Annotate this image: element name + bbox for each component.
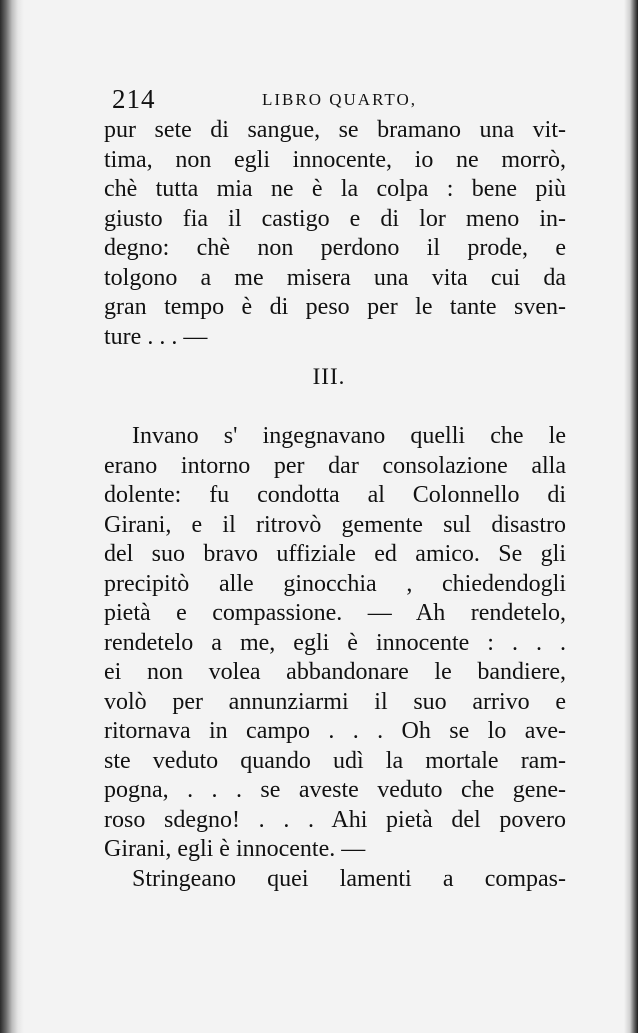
text-line: pogna, . . . se aveste veduto che gene-	[104, 777, 566, 803]
page-edge-shadow	[624, 0, 638, 1033]
paragraph-main	[104, 422, 566, 894]
text-line: Stringeano quei lamenti a compas-	[132, 865, 566, 892]
text-line: precipitò alle ginocchia , chiedendogli	[104, 570, 566, 597]
text-line: ritornava in campo . . . Oh se lo ave-	[104, 718, 566, 744]
text-line: giusto fia il castigo e di lor meno in-	[104, 205, 566, 232]
page-header	[112, 84, 572, 118]
text-line: tolgono a me misera una vita cui da	[104, 264, 566, 291]
text-line: volò per annunziarmi il suo arrivo e	[104, 688, 566, 715]
text-line: Invano s' ingegnavano quelli che le	[132, 423, 566, 449]
text-line: ste veduto quando udì la mortale ram-	[104, 747, 566, 774]
page-number: 214	[112, 84, 156, 114]
text-line: roso sdegno! . . . Ahi pietà del povero	[104, 806, 566, 833]
text-line: degno: chè non perdono il prode, e	[104, 235, 566, 261]
text-line: rendetelo a me, egli è innocente : . . .	[104, 629, 566, 656]
text-line: del suo bravo uffiziale ed amico. Se gli	[104, 541, 566, 567]
text-line: Girani, e il ritrovò gemente sul disastro	[104, 511, 566, 538]
text-line: chè tutta mia ne è la colpa : bene più	[104, 176, 566, 202]
text-line: pietà e compassione. — Ah rendetelo,	[104, 600, 566, 626]
text-line: tima, non egli innocente, io ne morrò,	[104, 146, 566, 173]
text-line: ture . . . —	[104, 323, 208, 350]
text-line: ei non volea abbandonare le bandiere,	[104, 659, 566, 685]
text-line: erano intorno per dar consolazione alla	[104, 452, 566, 479]
text-line: dolente: fu condotta al Colonnello di	[104, 482, 566, 508]
book-gutter-shadow	[0, 0, 24, 1033]
paragraph-continued	[104, 116, 566, 352]
section-number: III.	[312, 364, 346, 389]
running-head: LIBRO QUARTO,	[262, 90, 418, 109]
section-heading	[0, 364, 638, 390]
text-line: pur sete di sangue, se bramano una vit-	[104, 117, 566, 143]
text-line: gran tempo è di peso per le tante sven-	[104, 294, 566, 320]
text-line: Girani, egli è innocente. —	[104, 836, 366, 862]
